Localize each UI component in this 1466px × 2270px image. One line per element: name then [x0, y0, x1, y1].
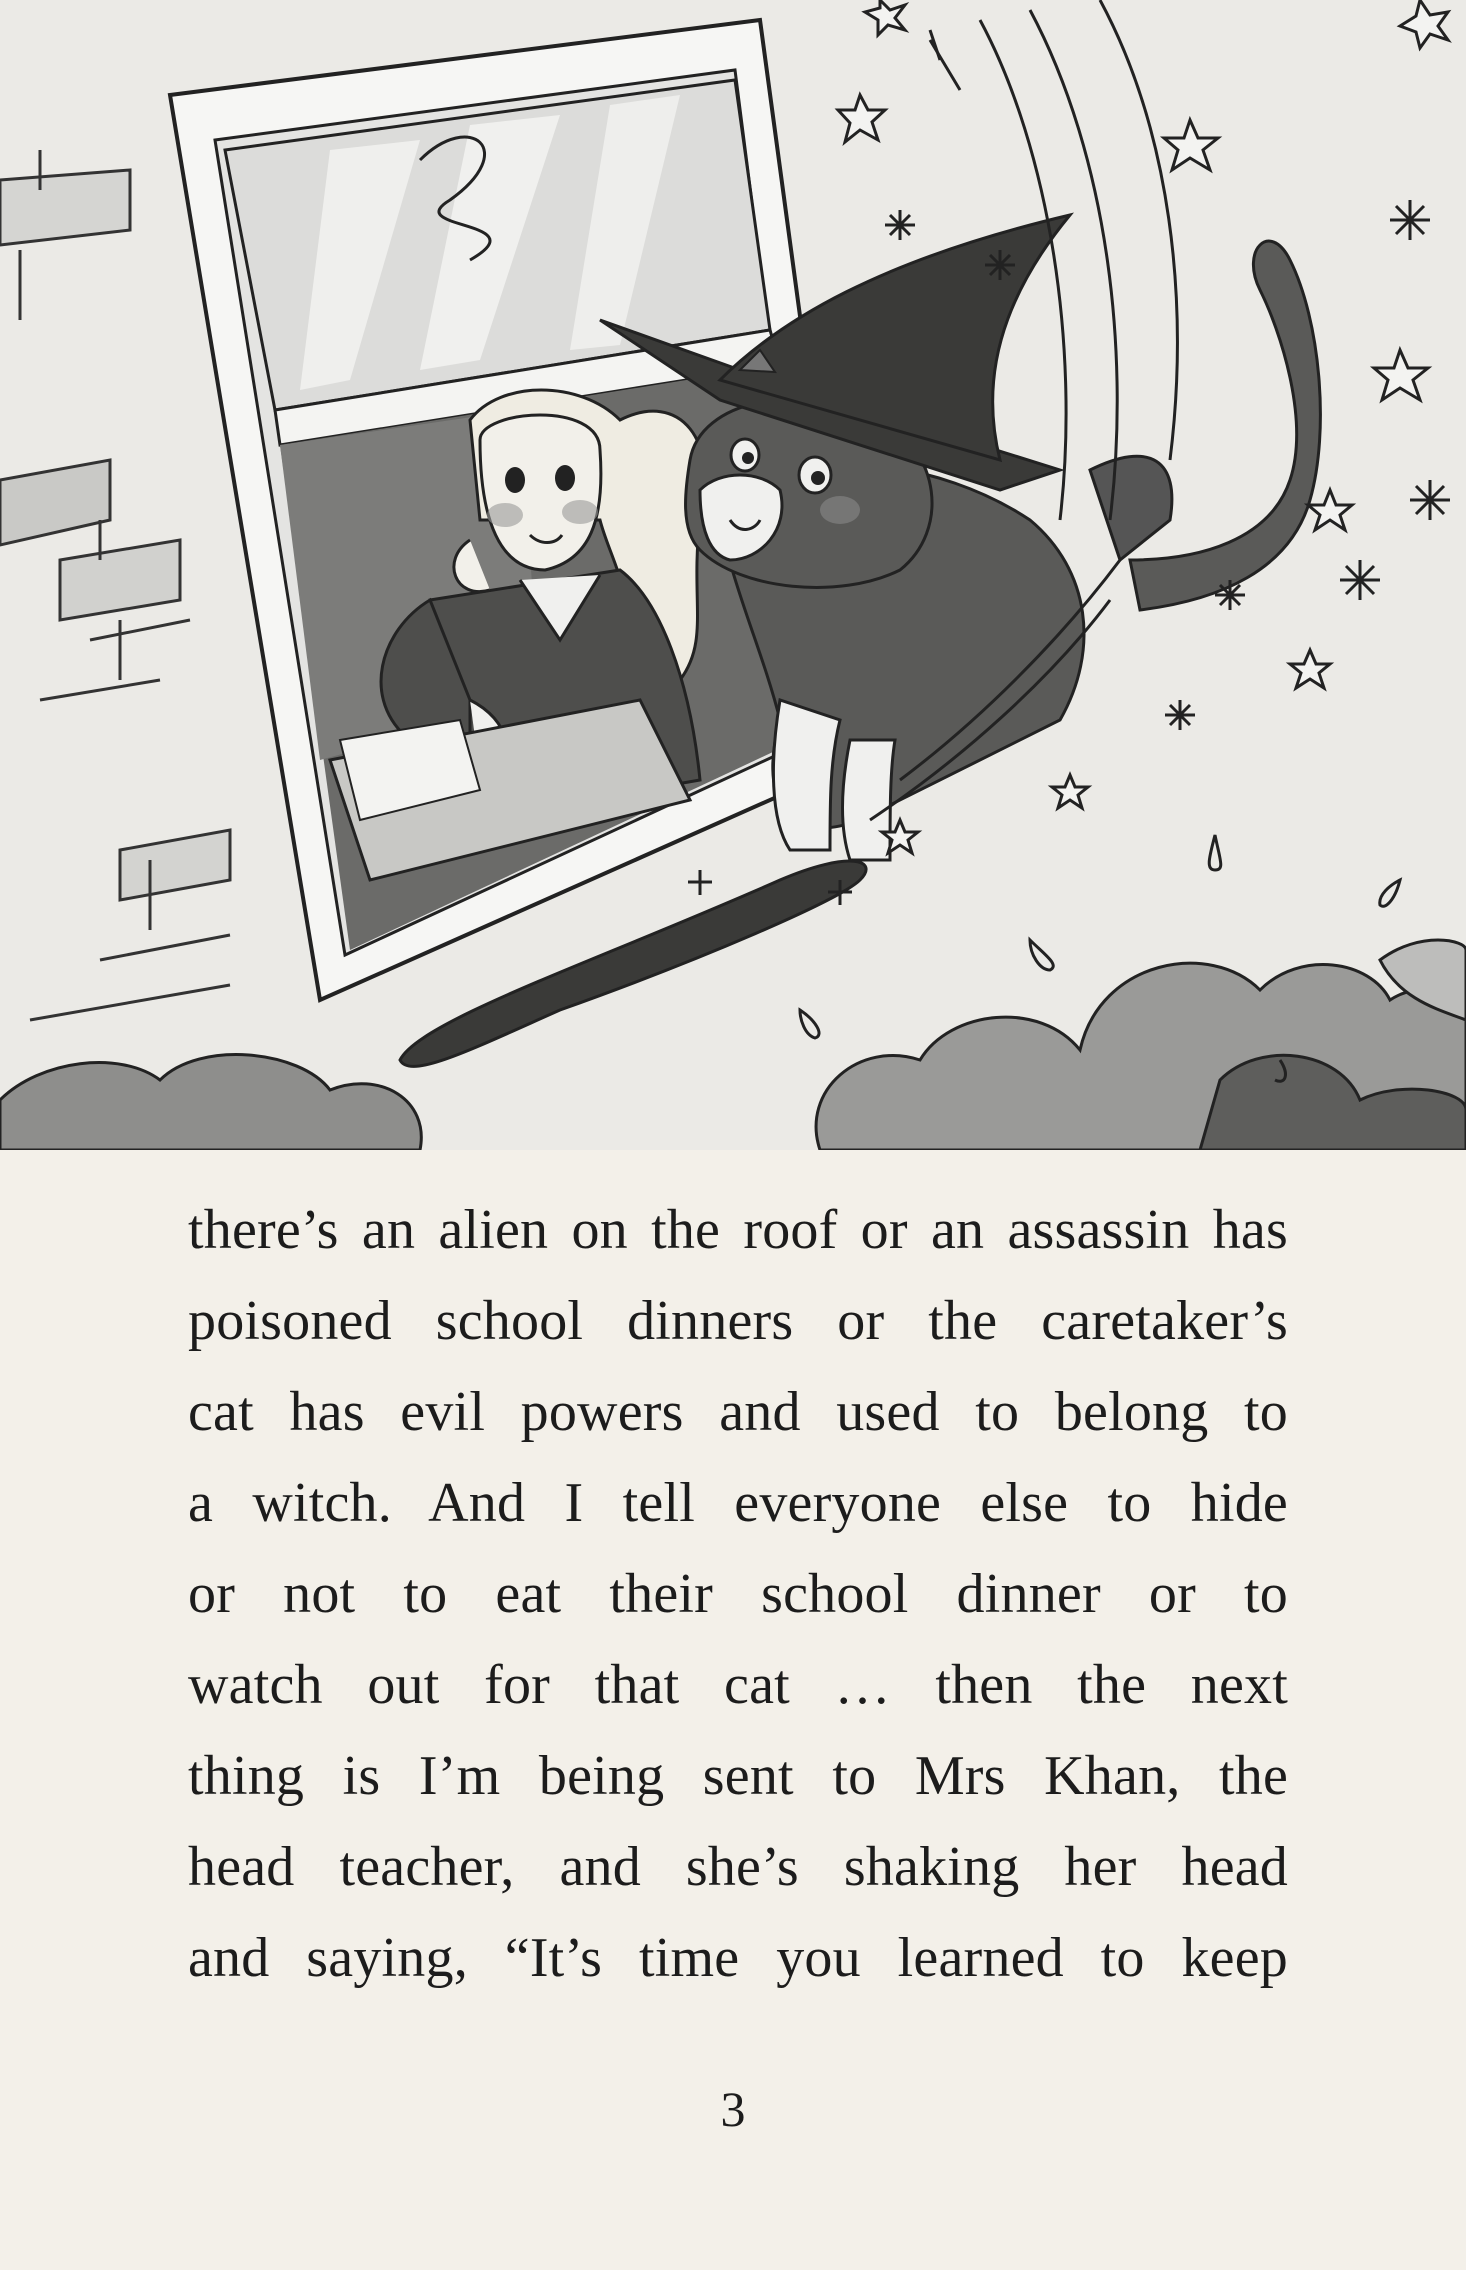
text-line: head teacher, and she’s shaking her head	[188, 1836, 1288, 1898]
text-line: there’s an alien on the roof or an assassin has	[188, 1199, 1288, 1261]
text-line: watch out for that cat … then the next	[188, 1654, 1288, 1716]
text-line: cat has evil powers and used to belong to	[188, 1381, 1288, 1443]
text-line: and saying, “It’s time you learned to keep	[188, 1927, 1288, 1989]
text-line: poisoned school dinners or the caretaker’s	[188, 1290, 1288, 1352]
story-text	[188, 1185, 1288, 2004]
text-line: a witch. And I tell everyone else to hide	[188, 1472, 1288, 1534]
text-line: thing is I’m being sent to Mrs Khan, the	[188, 1745, 1288, 1807]
text-line: or not to eat their school dinner or to	[188, 1563, 1288, 1625]
page-number: 3	[720, 2081, 746, 2137]
